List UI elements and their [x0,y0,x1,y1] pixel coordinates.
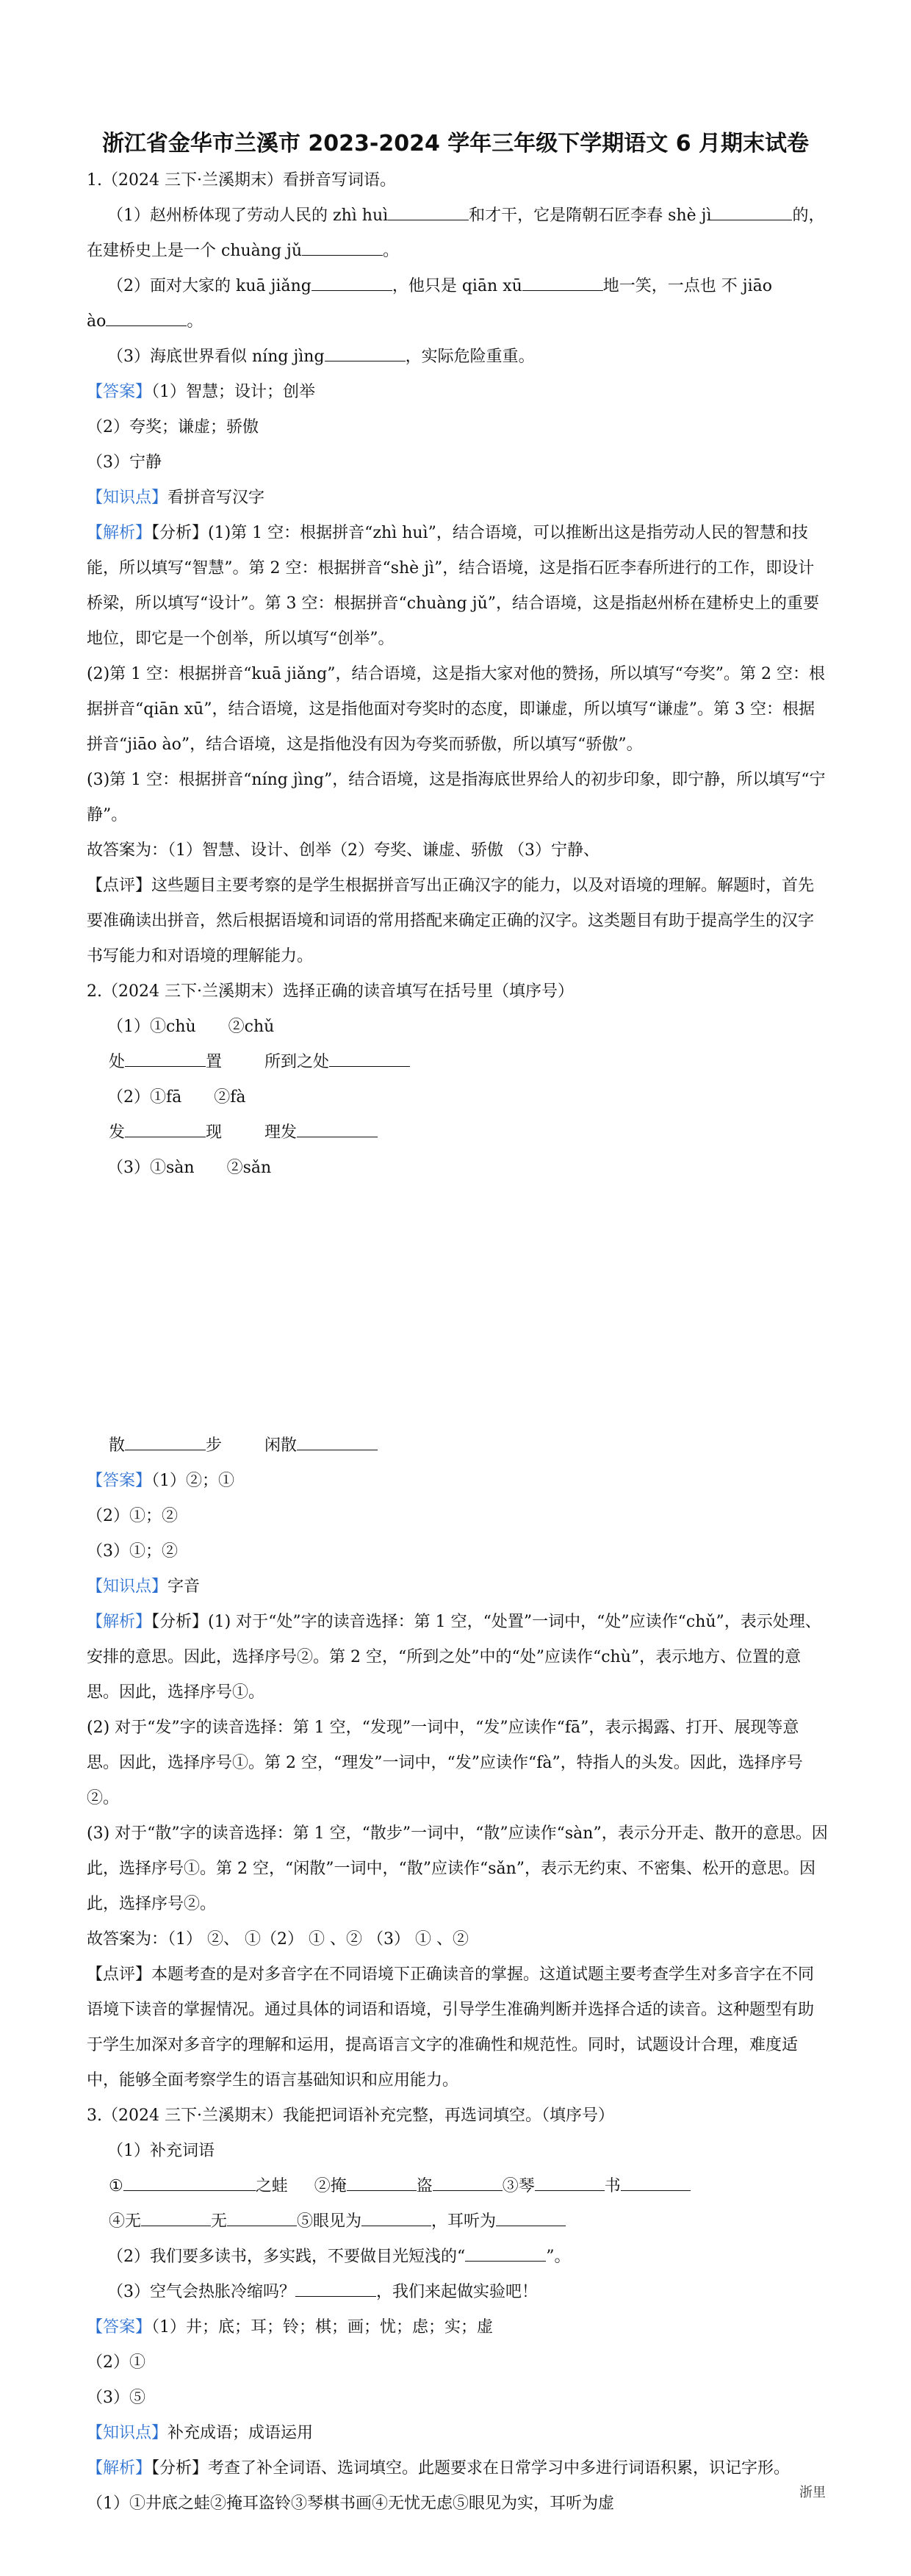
q1-sentence-1: （1）赵州桥体现了劳动人民的 zhì huì 和才干，它是隋朝石匠李春 shè jì 的， [107,206,825,225]
blank[interactable] [711,205,792,220]
q2-options-3: （3）①sàn ②sǎn [107,1159,272,1177]
kp-tag: 【知识点】 [87,2424,168,2442]
q3-fill-row-1: ① 之蛙 ②掩 盗 ③琴 书 [87,2169,829,2204]
q3-knowledge-point: 【知识点】补充成语；成语运用 [87,2424,314,2442]
q2-stem: 2.（2024 三下·兰溪期末）选择正确的读音填写在括号里（填序号） [87,982,574,1001]
q2-blank-row-1: 处 置 所到之处 [87,1045,829,1080]
q2-knowledge-point: 【知识点】字音 [87,1577,201,1596]
q1-sentence-1-cont: 在建桥史上是一个 chuàng jǔ 。 [87,242,400,260]
q3-sub-2: （2）我们要多读书，多实践，不要做目光短浅的“ ”。 [107,2248,571,2266]
q1-analysis-1: 【解析】【分析】(1)第 1 空：根据拼音“zhì huì”，结合语境，可以推断出这是指劳动人民的智慧和技能，所以填写“智慧”。第 2 空：根据拼音“shè jì”，结合语境，这是指石匠李春所进行的工作，即设计桥梁，所以填写“设计”。第 3 空：根据拼音“chuàng jǔ”，结合语境，这是指赵州桥在建桥史上的重要地位，即它是一个创举，所以填写“创举”。 [87,524,819,648]
q1-sentence-2: （2）面对大家的 kuā jiǎng ，他只是 qiān xū 地一笑，一点也 不 jiāo [107,277,773,295]
q2-analysis-2: (2) 对于“发”字的读音选择：第 1 空，“发现”一词中，“发”应读作“fā”，表示揭露、打开、展现等意思。因此，选择序号①。第 2 空，“理发”一词中，“发”应读作“fà”，特指人的头发。因此，选择序号②。 [87,1719,803,1807]
q3-stem: 3.（2024 三下·兰溪期末）我能把词语补充完整，再选词填空。（填序号） [87,2107,614,2125]
q2-analysis-1: 【解析】【分析】(1) 对于“处”字的读音选择：第 1 空，“处置”一词中，“处”应读作“chǔ”，表示处理、安排的意思。因此，选择序号②。第 2 空，“所到之处”中的“处”应读作“chù”，表示地方、位置的意思。因此，选择序号①。 [87,1613,821,1702]
q2-options-1: （1）①chù ②chǔ [107,1018,275,1036]
blank[interactable] [227,2211,297,2226]
q3-sub-1: （1）补充词语 [107,2142,215,2160]
blank[interactable] [347,2176,417,2191]
q3-answer-2: （2）① [87,2353,145,2372]
page-title: 浙江省金华市兰溪市 2023-2024 学年三年级下学期语文 6 月期末试卷 [101,131,810,156]
blank[interactable] [297,1435,378,1450]
blank[interactable] [535,2176,605,2191]
answer-tag: 【答案】 [87,2318,152,2336]
q3-sub-3: （3）空气会热胀冷缩吗？ ，我们来起做实验吧！ [107,2283,539,2301]
blank[interactable] [496,2211,566,2226]
blank[interactable] [388,205,469,220]
kp-tag: 【知识点】 [87,489,168,507]
blank[interactable] [125,1122,206,1137]
q2-blank-row-3: 散 步 闲散 [87,1428,829,1464]
blank[interactable] [361,2211,431,2226]
blank[interactable] [295,2281,376,2297]
q1-sentence-2-cont: ào 。 [87,312,204,331]
blank[interactable] [325,346,406,361]
page-footer: 浙里 [799,2485,826,2500]
answer-tag: 【答案】 [87,383,152,401]
blank[interactable] [106,311,187,326]
blank[interactable] [329,1051,410,1067]
q2-answer-2: （2）①；② [87,1507,178,1525]
q2-answer-3: （3）①；② [87,1542,178,1561]
blank[interactable] [522,276,603,291]
q2-answer: 【答案】（1）②；① [87,1472,235,1490]
blank-space [87,1186,829,1428]
q1-answer-3: （3）宁静 [87,453,162,472]
q3-analysis-2: （1）①井底之蛙②掩耳盗铃③琴棋书画④无忧无虑⑤眼见为实，耳听为虚 [87,2494,614,2513]
blank[interactable] [433,2176,503,2191]
q2-analysis-3: (3) 对于“散”字的读音选择：第 1 空，“散步”一词中，“散”应读作“sàn”，表示分开走、散开的意思。因此，选择序号①。第 2 空，“闲散”一词中，“散”应读作“sǎn”，表示无约束、不密集、松开的意思。因此，选择序号②。 [87,1824,828,1913]
blank[interactable] [621,2176,691,2191]
q3-fill-row-2: ④无 无 ⑤眼见为 ，耳听为 [87,2204,829,2239]
q1-analysis-3: (3)第 1 空：根据拼音“níng jìng”，结合语境，这是指海底世界给人的初步印象，即宁静，所以填写“宁静”。 [87,771,826,824]
q1-stem: 1.（2024 三下·兰溪期末）看拼音写词语。 [87,171,396,190]
blank[interactable] [141,2211,211,2226]
q2-blank-row-2: 发 现 理发 [87,1115,829,1151]
q3-answer-3: （3）⑤ [87,2389,145,2407]
q3-answer: 【答案】（1）井；底；耳；铃；棋；画；忧；虑；实；虚 [87,2318,494,2336]
q1-sentence-3: （3）海底世界看似 níng jìng ，实际危险重重。 [107,348,535,366]
page-content [87,163,829,2522]
q1-analysis-2: (2)第 1 空：根据拼音“kuā jiǎng”，结合语境，这是指大家对他的赞扬，所以填写“夸奖”。第 2 空：根据拼音“qiān xū”，结合语境，这是指他面对夸奖时的态度，即谦虚，所以填写“谦虚”。第 3 空：根据拼音“jiāo ào”，结合语境，这是指他没有因为夸奖而骄傲，所以填写“骄傲”。 [87,665,825,754]
analysis-tag: 【解析】 [87,524,152,542]
q2-options-2: （2）①fā ②fà [107,1088,246,1107]
answer-tag: 【答案】 [87,1472,152,1490]
blank[interactable] [312,276,392,291]
q1-final-answer: 故答案为：（1）智慧、设计、创举（2）夸奖、谦虚、骄傲 （3）宁静、 [87,841,599,860]
blank[interactable] [125,1051,206,1067]
blank[interactable] [297,1122,378,1137]
q1-knowledge-point: 【知识点】看拼音写汉字 [87,489,265,507]
blank[interactable] [302,240,383,256]
blank[interactable] [123,2176,256,2191]
q2-comment: 【点评】本题考查的是对多音字在不同语境下正确读音的掌握。这道试题主要考查学生对多音字在不同语境下读音的掌握情况。通过具体的词语和语境，引导学生准确判断并选择合适的读音。这种题型有助于学生加深对多音字的理解和运用，提高语言文字的准确性和规范性。同时，试题设计合理，难度适中，能够全面考察学生的语言基础知识和应用能力。 [87,1965,815,2090]
q2-final-answer: 故答案为：（1） ②、 ①（2） ① 、② （3） ① 、② [87,1930,469,1949]
blank[interactable] [465,2246,546,2262]
q3-analysis-1: 【解析】【分析】考查了补全词语、选词填空。此题要求在日常学习中多进行词语积累，识记字形。 [87,2459,791,2478]
kp-tag: 【知识点】 [87,1577,168,1596]
analysis-tag: 【解析】 [87,2459,152,2478]
q1-answer-2: （2）夸奖；谦虚；骄傲 [87,418,259,436]
blank[interactable] [125,1435,206,1450]
analysis-tag: 【解析】 [87,1613,152,1631]
q1-comment: 【点评】这些题目主要考察的是学生根据拼音写出正确汉字的能力，以及对语境的理解。解题时，首先要准确读出拼音，然后根据语境和词语的常用搭配来确定正确的汉字。这类题目有助于提高学生的汉字书写能力和对语境的理解能力。 [87,877,815,965]
q1-answer: 【答案】（1）智慧；设计；创举 [87,383,316,401]
